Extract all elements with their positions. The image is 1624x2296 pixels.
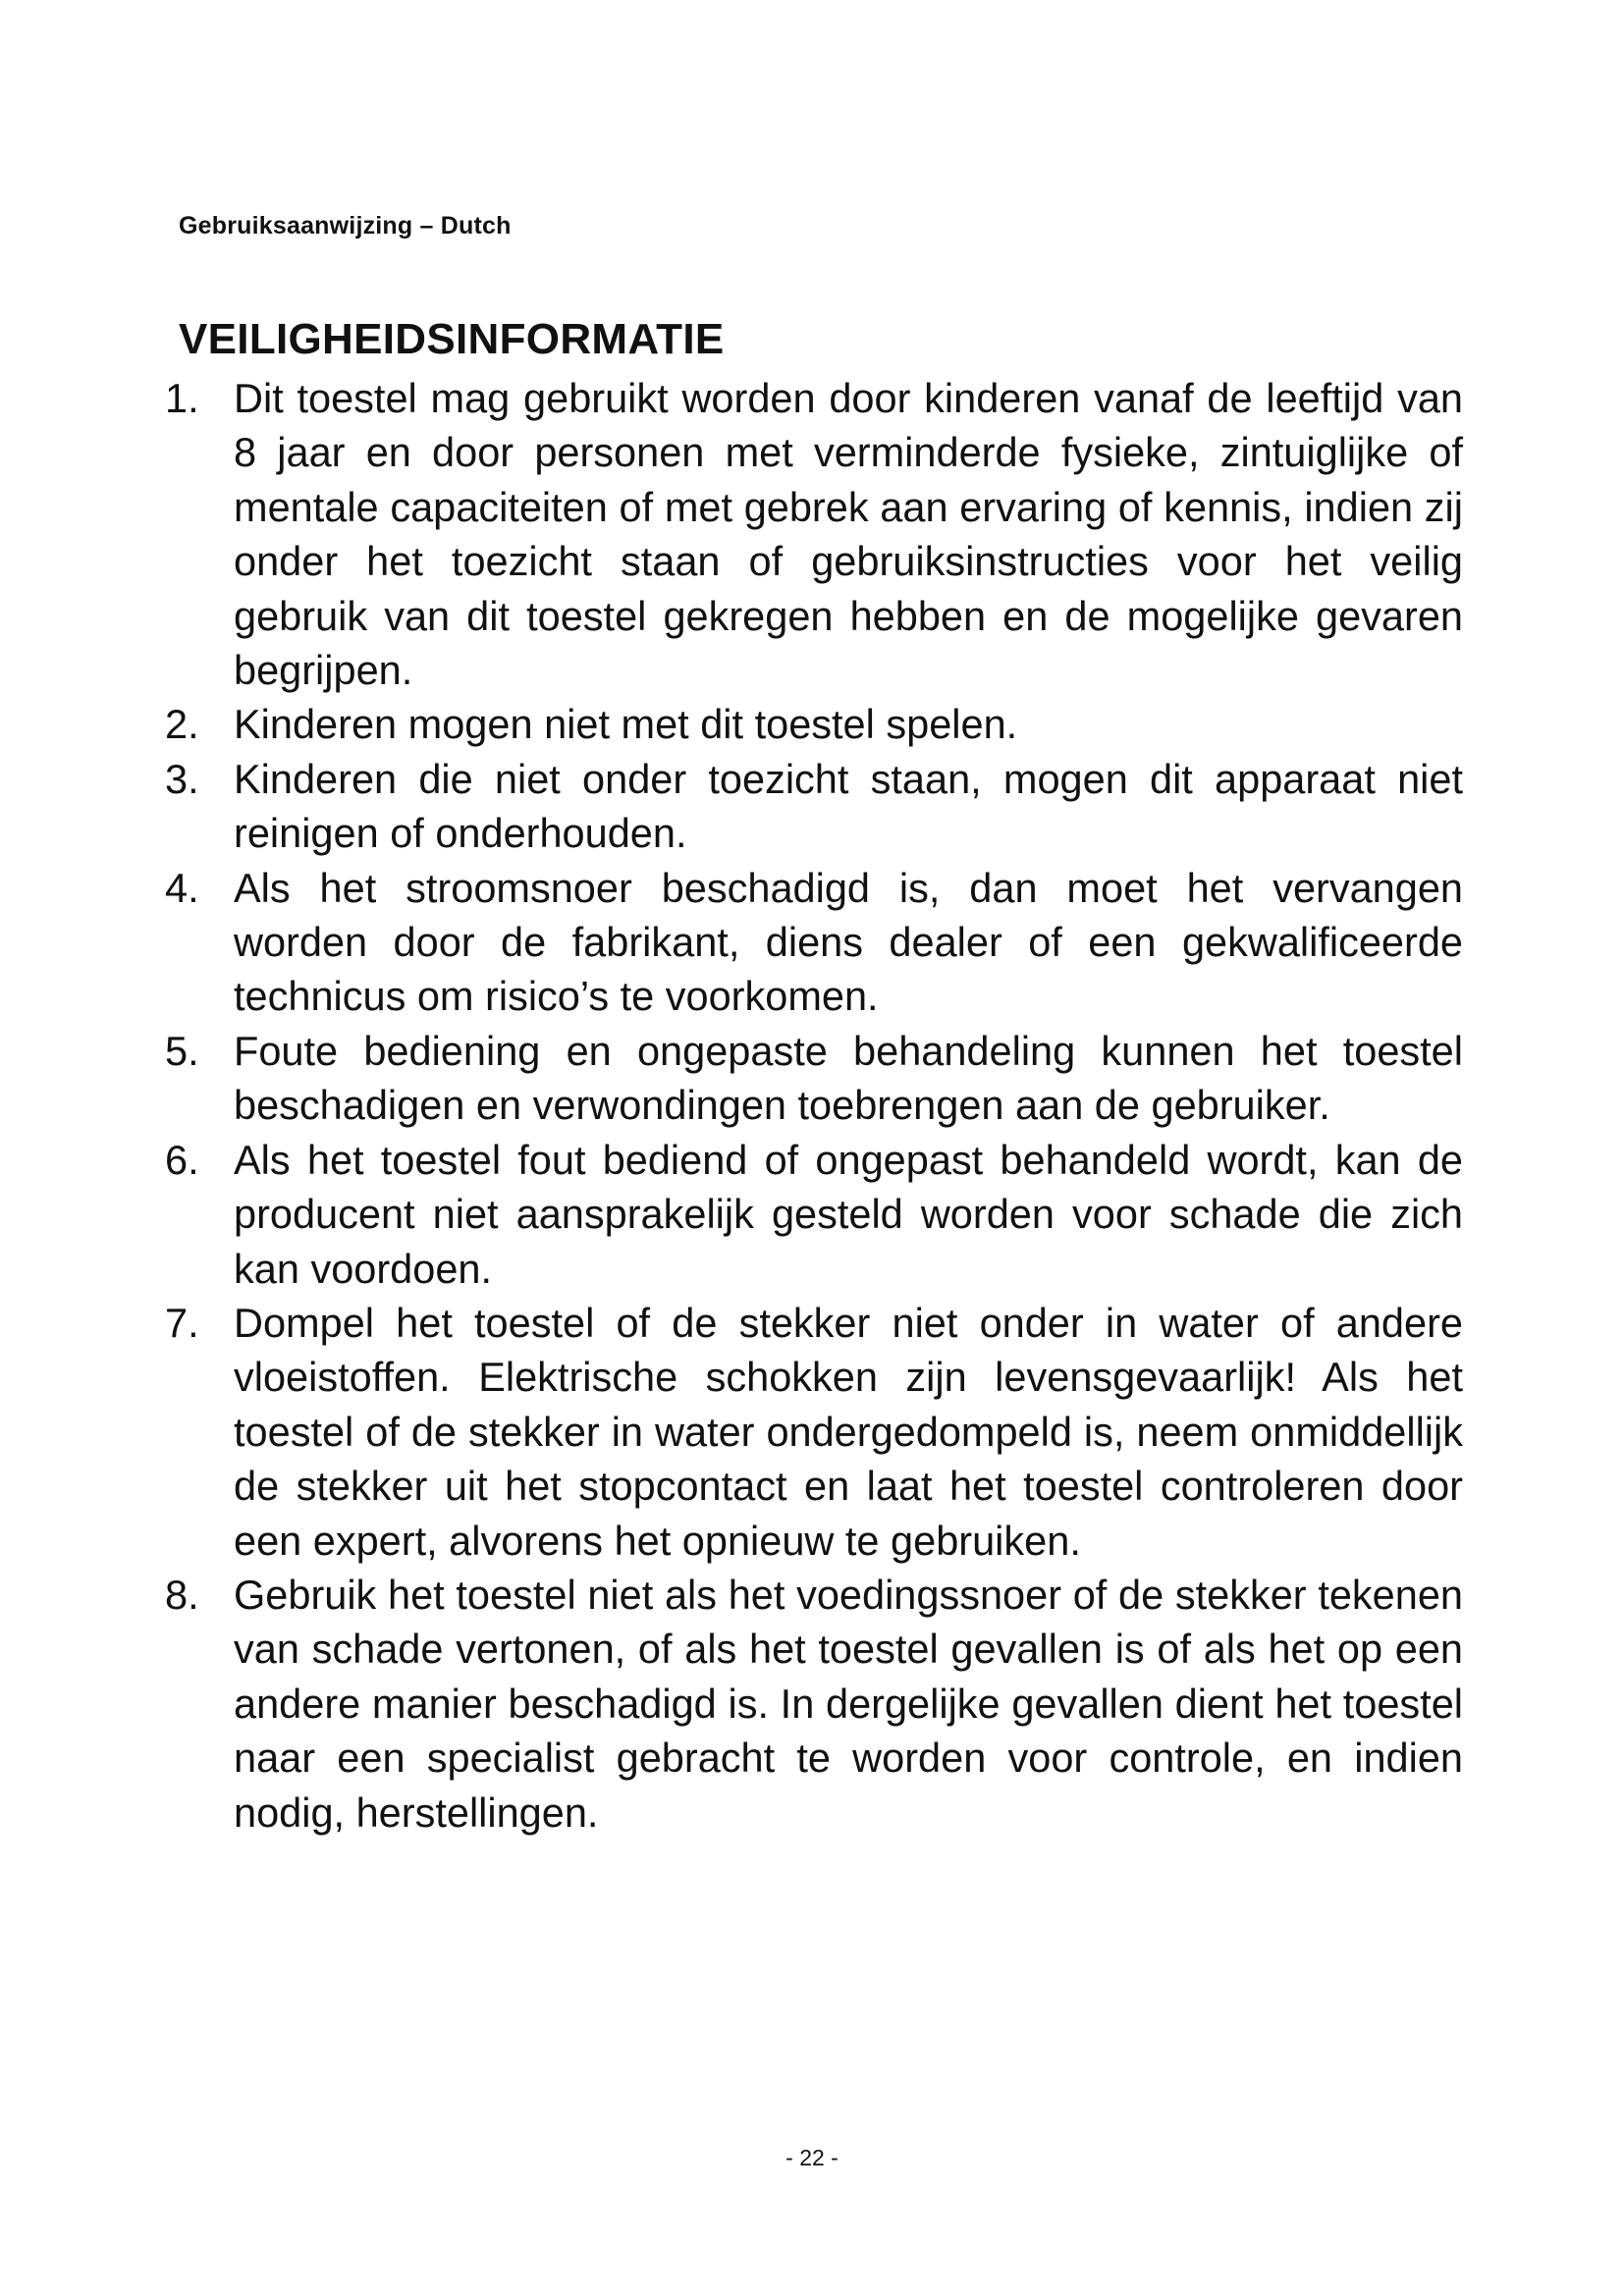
item-text: Dompel het toestel of de stekker niet onder in water of andere vloeistoffen. Elektrische schokken zijn levensgevaarlijk! Als het toestel of de stekker in water ondergedompeld is, neem onmiddellijk de stekker uit het stopcontact en laat het toestel controleren door een expert, alvorens het opnieuw te gebruiken. [234,1299,1463,1564]
item-text: Als het toestel fout bediend of ongepast behandeld wordt, kan de producent niet aansprakelijk gesteld worden voor schade die zich kan voordoen. [234,1136,1463,1292]
item-text: Kinderen die niet onder toezicht staan, mogen dit apparaat niet reinigen of onderhouden. [234,755,1463,857]
list-item [165,1024,1463,1133]
item-number: 7. [165,1299,199,1346]
item-text: Foute bediening en ongepaste behandeling kunnen het toestel beschadigen en verwondingen toebrengen aan de gebruiker. [234,1027,1463,1129]
list-item [165,861,1463,1024]
list-item [165,1568,1463,1840]
item-text: Dit toestel mag gebruikt worden door kinderen vanaf de leeftijd van 8 jaar en door personen met verminderde fysieke, zintuiglijke of mentale capaciteiten of met gebrek aan ervaring of kennis, indien zij onder het toezicht staan of gebruiksinstructies voor het veilig gebruik van dit toestel gekregen hebben en de mogelijke gevaren begrijpen. [234,375,1463,694]
item-text: Als het stroomsnoer beschadigd is, dan moet het vervangen worden door de fabrikant, diens dealer of een gekwalificeerde technicus om risico’s te voorkomen. [234,864,1463,1020]
list-item [165,752,1463,861]
item-number: 2. [165,701,199,748]
document-header: Gebruiksaanwijzing – Dutch [179,212,512,240]
item-number: 6. [165,1136,199,1183]
item-number: 4. [165,864,199,911]
list-item [165,1296,1463,1568]
item-text: Gebruik het toestel niet als het voedingssnoer of de stekker tekenen van schade vertonen, of als het toestel gevallen is of als het op een andere manier beschadigd is. In dergelijke gevallen dient het toestel naar een specialist gebracht te worden voor controle, en indien nodig, herstellingen. [234,1571,1463,1836]
item-number: 5. [165,1027,199,1074]
item-number: 8. [165,1571,199,1618]
item-text: Kinderen mogen niet met dit toestel spelen. [234,701,1018,748]
item-number: 1. [165,375,199,421]
section-title: VEILIGHEIDSINFORMATIE [179,315,725,363]
list-item [165,1133,1463,1296]
page-number: - 22 - [785,2145,839,2170]
safety-instructions-list [165,371,1463,1840]
list-item [165,697,1463,751]
item-number: 3. [165,755,199,802]
list-item [165,371,1463,697]
